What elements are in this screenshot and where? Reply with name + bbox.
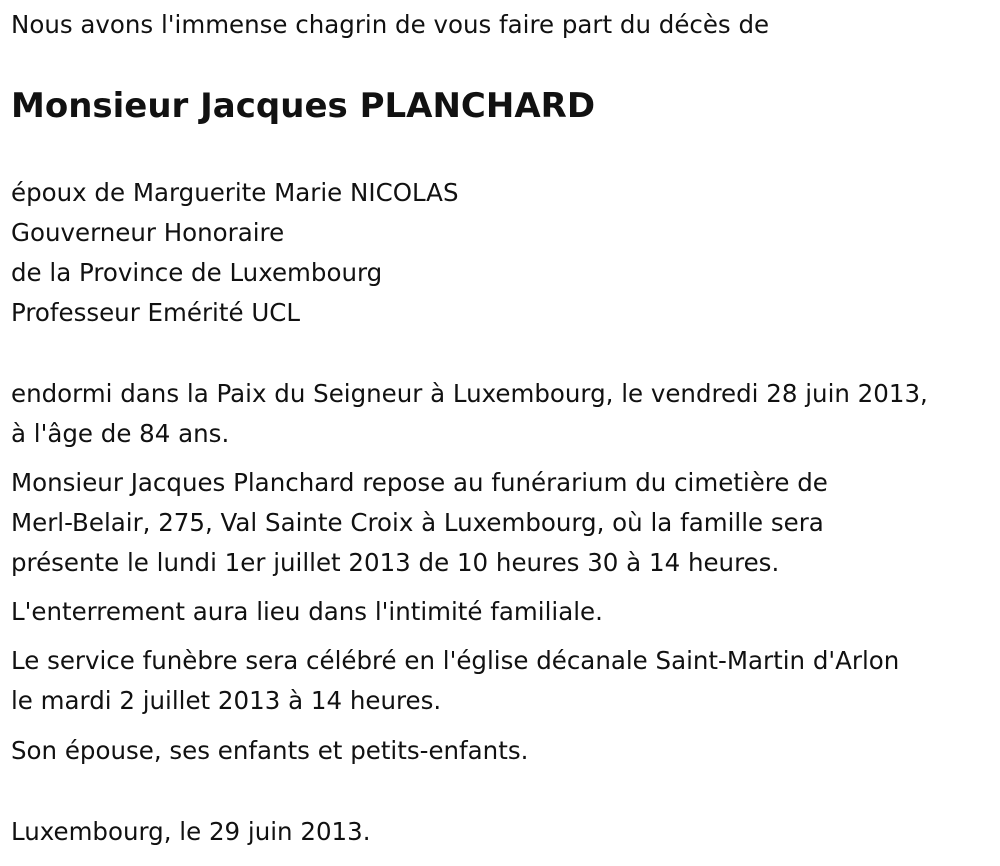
- family-line: Son épouse, ses enfants et petits-enfants.: [11, 736, 529, 765]
- service-paragraph: [11, 641, 996, 721]
- title-professor: Professeur Emérité UCL: [11, 298, 301, 327]
- burial-paragraph: [11, 592, 996, 632]
- service-line: Le service funèbre sera célébré en l'église décanale Saint-Martin d'Arlon: [11, 646, 900, 675]
- deceased-name: Monsieur Jacques PLANCHARD: [11, 86, 596, 126]
- visitation-paragraph: [11, 463, 996, 583]
- death-notice-paragraph: [11, 374, 996, 454]
- burial-line: L'enterrement aura lieu dans l'intimité familiale.: [11, 597, 603, 626]
- intro-text: Nous avons l'immense chagrin de vous faire part du décès de: [11, 10, 770, 39]
- visitation-line: présente le lundi 1er juillet 2013 de 10 heures 30 à 14 heures.: [11, 548, 780, 577]
- service-line: le mardi 2 juillet 2013 à 14 heures.: [11, 686, 442, 715]
- title-spouse: époux de Marguerite Marie NICOLAS: [11, 178, 459, 207]
- death-notice-line: endormi dans la Paix du Seigneur à Luxembourg, le vendredi 28 juin 2013,: [11, 379, 928, 408]
- title-province: de la Province de Luxembourg: [11, 258, 383, 287]
- title-governor: Gouverneur Honoraire: [11, 218, 285, 247]
- visitation-line: Monsieur Jacques Planchard repose au funérarium du cimetière de: [11, 468, 828, 497]
- place-date: Luxembourg, le 29 juin 2013.: [11, 817, 371, 846]
- visitation-line: Merl-Belair, 275, Val Sainte Croix à Luxembourg, où la famille sera: [11, 508, 824, 537]
- death-notice-line: à l'âge de 84 ans.: [11, 419, 230, 448]
- family-paragraph: [11, 731, 996, 771]
